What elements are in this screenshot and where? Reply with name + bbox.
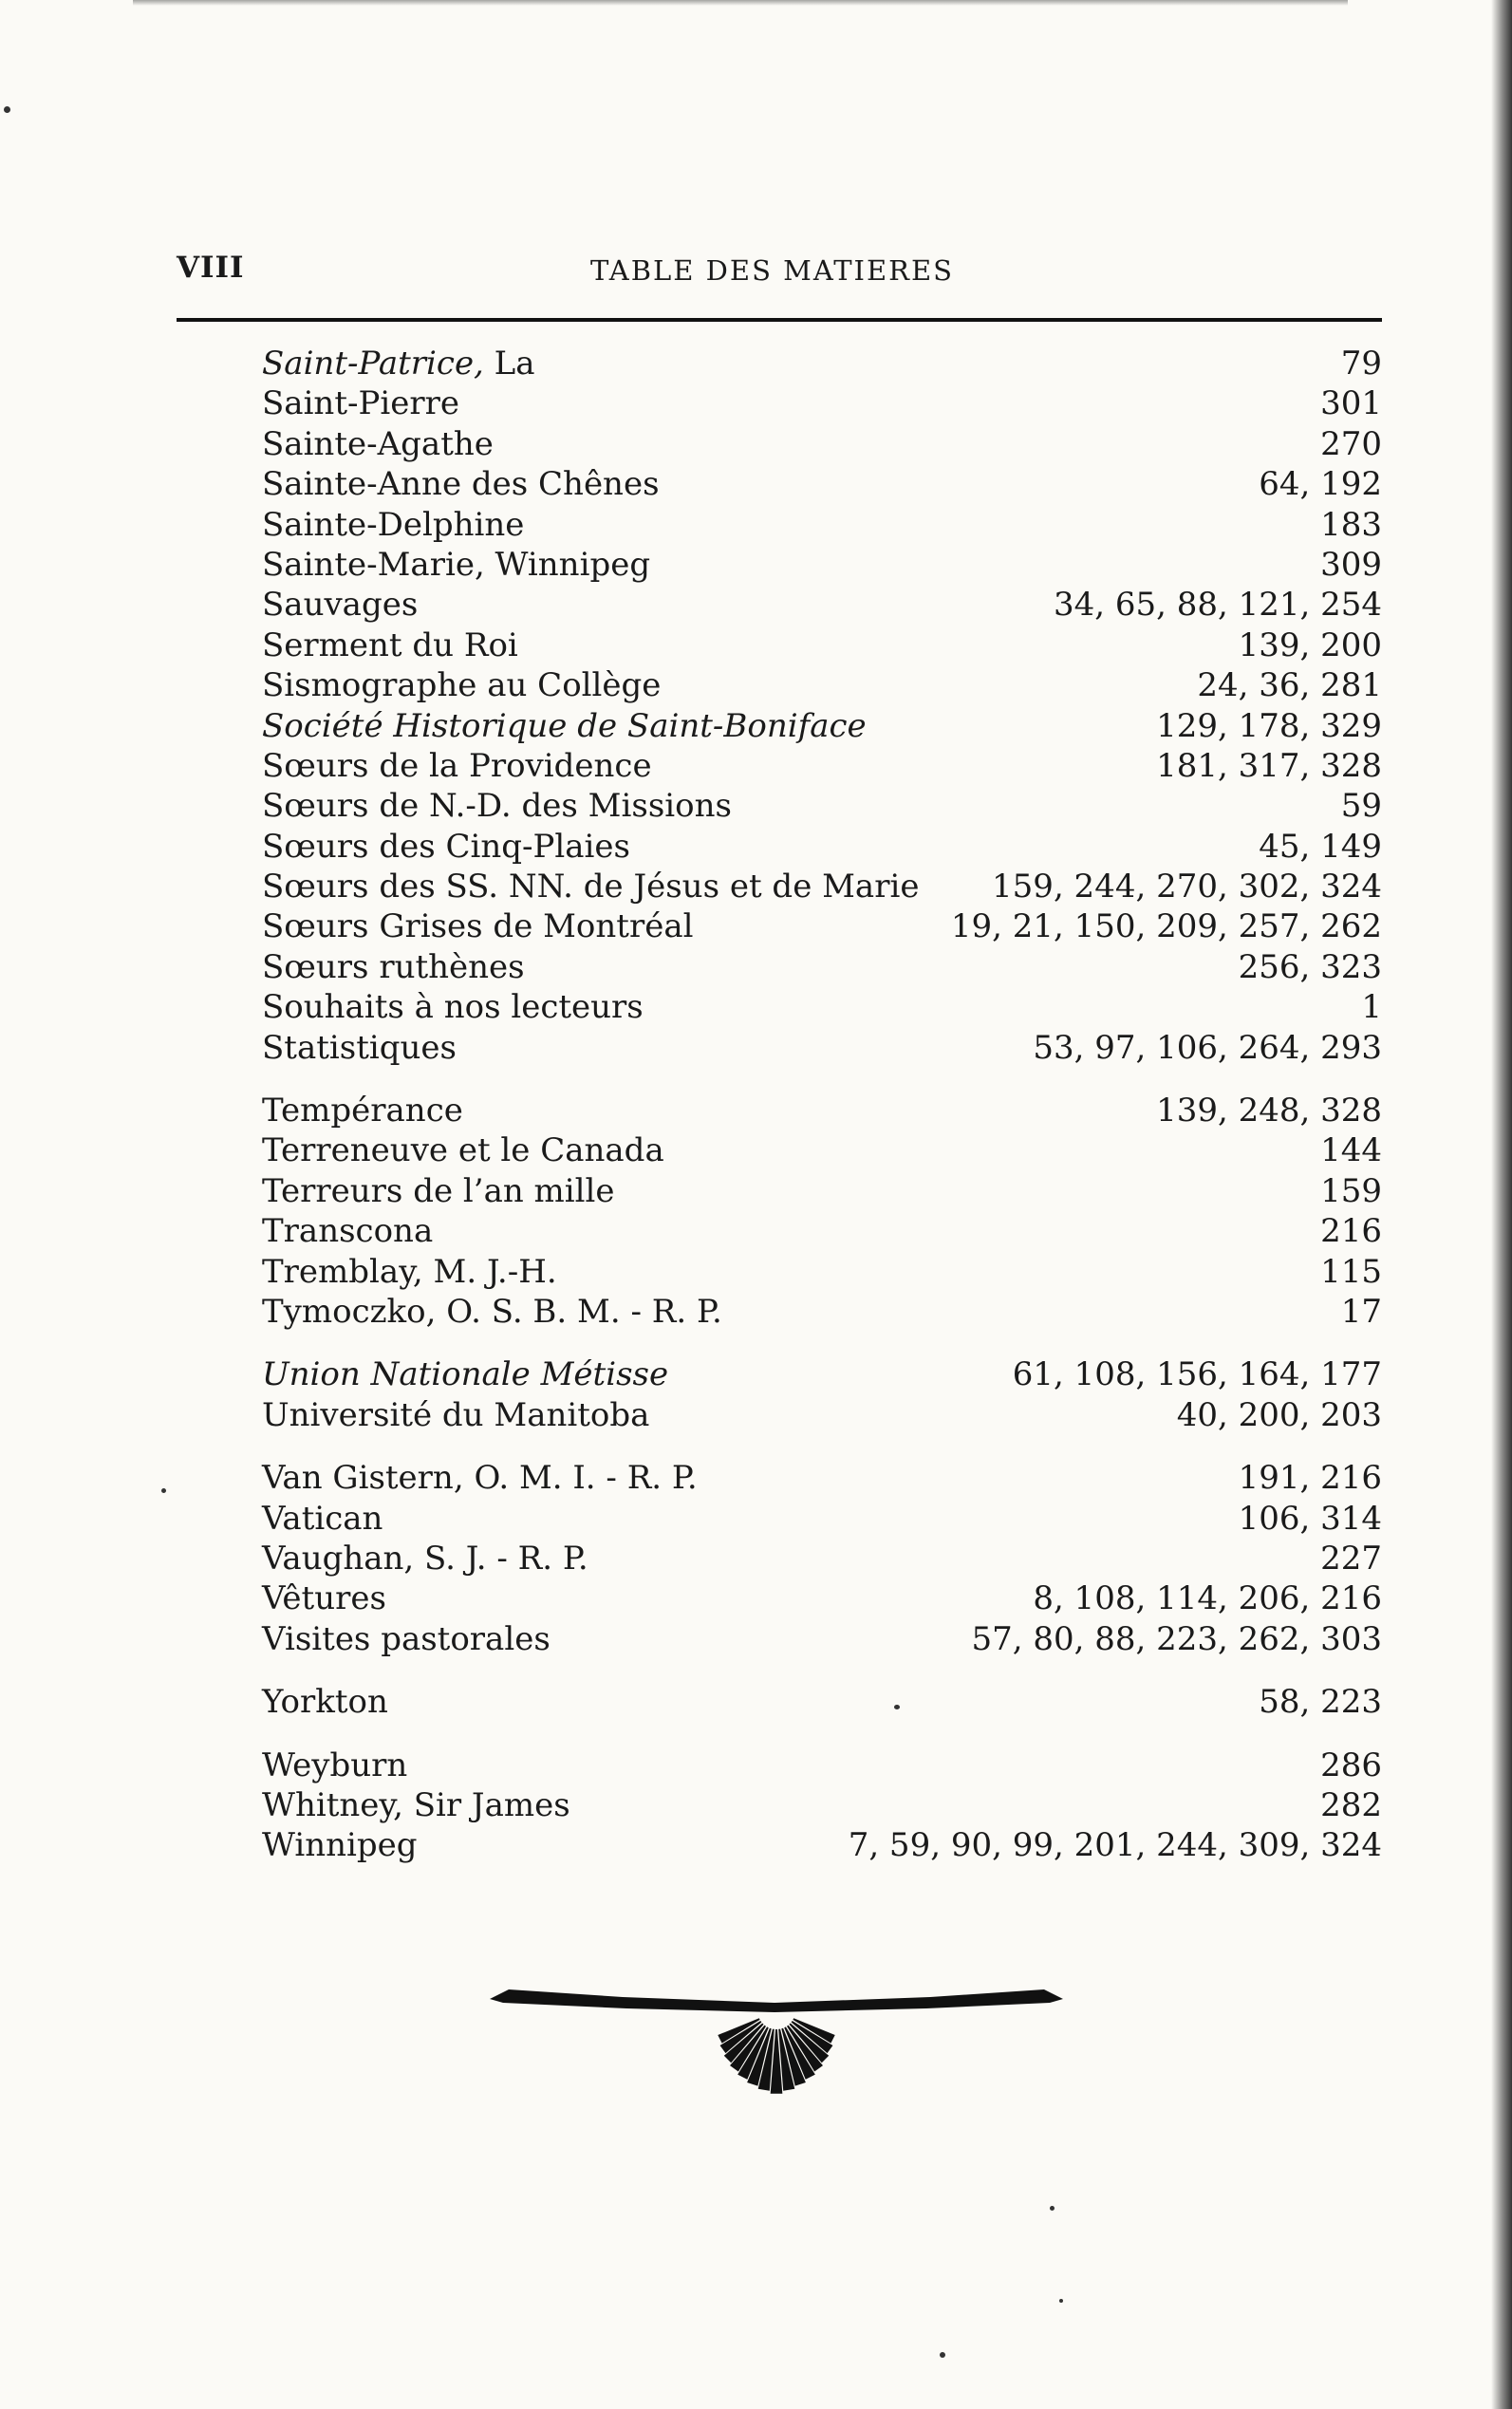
- index-entry: [262, 1539, 1382, 1578]
- index-page-refs: 40, 200, 203: [1176, 1395, 1382, 1434]
- index-term-text: Terreneuve et le Canada: [262, 1131, 664, 1170]
- index-entry: [262, 1211, 1382, 1251]
- index-page-refs: 270: [1320, 424, 1382, 463]
- tailpiece-ornament: [490, 1980, 1063, 2094]
- index-page-refs: 64, 192: [1259, 465, 1382, 504]
- index-term: [262, 1458, 698, 1498]
- index-term-suffix: La: [483, 345, 535, 383]
- index-entry: [262, 1292, 1382, 1332]
- index-term: [262, 1539, 588, 1578]
- index-page-refs: 58, 223: [1259, 1683, 1382, 1722]
- index-term-text: Serment du Roi: [262, 626, 518, 664]
- index-term-text: Sismographe au Collège: [262, 666, 662, 705]
- index-term: [262, 1785, 570, 1825]
- page-number: VIII: [177, 251, 245, 285]
- index-term-text: Sœurs Grises de Montréal: [262, 907, 694, 946]
- index-entry: [262, 1171, 1382, 1211]
- index-page-refs: 17: [1340, 1292, 1382, 1331]
- index-entry: [262, 1499, 1382, 1539]
- index-term-text: Weyburn: [262, 1746, 408, 1784]
- index-page-refs: 115: [1320, 1252, 1382, 1291]
- index-term-text: Sœurs de N.-D. des Missions: [262, 787, 732, 826]
- index-term: [262, 585, 418, 625]
- index-term: [262, 786, 732, 826]
- index-page-refs: 183: [1320, 505, 1382, 544]
- index-entry: [262, 1354, 1382, 1394]
- index-term-text: Yorkton: [262, 1683, 388, 1722]
- index-entry: [262, 867, 1382, 906]
- paper-speck: [161, 1488, 166, 1493]
- index-term: [262, 1171, 615, 1211]
- index-page-refs: 309: [1320, 545, 1382, 584]
- index-page-refs: 61, 108, 156, 164, 177: [1012, 1355, 1382, 1394]
- index-entry: [262, 1091, 1382, 1130]
- index-page-refs: 79: [1340, 345, 1382, 383]
- index-page-refs: 139, 248, 328: [1156, 1092, 1382, 1130]
- index-term-text: Transcona: [262, 1212, 434, 1251]
- index-group: [262, 1091, 1382, 1332]
- index-group: [262, 1682, 1382, 1722]
- index-page-refs: 159: [1320, 1171, 1382, 1210]
- index-term-text: Vaughan, S. J. - R. P.: [262, 1539, 588, 1578]
- index-page-refs: 1: [1361, 988, 1382, 1027]
- index-entry: [262, 1578, 1382, 1618]
- index-term: [262, 505, 524, 545]
- index-term-text: Université du Manitoba: [262, 1395, 650, 1434]
- index-page-refs: 24, 36, 281: [1197, 666, 1382, 705]
- index-entry: [262, 746, 1382, 786]
- index-term-text: Saint-Patrice,: [262, 345, 484, 383]
- index-term-text: Sœurs des SS. NN. de Jésus et de Marie: [262, 868, 920, 906]
- index-term-text: Sainte-Delphine: [262, 505, 525, 544]
- index-page-refs: 106, 314: [1238, 1499, 1382, 1538]
- index-term-text: Sœurs des Cinq-Plaies: [262, 827, 630, 866]
- paper-speck: [894, 1705, 900, 1709]
- index-term-text: Tremblay, M. J.-H.: [262, 1252, 557, 1291]
- index-entry: [262, 1028, 1382, 1068]
- index-entry: [262, 505, 1382, 545]
- index-term-text: Sœurs de la Providence: [262, 746, 652, 785]
- index-entry: [262, 464, 1382, 504]
- index-term: [262, 344, 535, 383]
- index-page-refs: 57, 80, 88, 223, 262, 303: [971, 1619, 1382, 1658]
- index-term-text: Sainte-Anne des Chênes: [262, 465, 660, 504]
- index-group: [262, 344, 1382, 1068]
- index-term: [262, 1292, 722, 1332]
- index-term: [262, 1354, 668, 1394]
- index-page-refs: 7, 59, 90, 99, 201, 244, 309, 324: [848, 1826, 1382, 1865]
- index-term: [262, 706, 867, 746]
- index-entry: [262, 1785, 1382, 1825]
- index-entry: [262, 344, 1382, 383]
- index-entry: [262, 1619, 1382, 1659]
- index-term: [262, 1028, 457, 1068]
- index-page-refs: 159, 244, 270, 302, 324: [992, 868, 1382, 906]
- index-term-text: Visites pastorales: [262, 1619, 551, 1658]
- index-page-refs: 53, 97, 106, 264, 293: [1033, 1028, 1382, 1067]
- paper-speck: [1059, 2299, 1063, 2303]
- index-term: [262, 545, 650, 585]
- ornament-rays: [718, 2018, 834, 2094]
- page-header: [177, 251, 1382, 298]
- index-group: [262, 1354, 1382, 1435]
- index-page-refs: 191, 216: [1238, 1459, 1382, 1498]
- paper-speck: [4, 106, 10, 113]
- index-page-refs: 181, 317, 328: [1156, 746, 1382, 785]
- index-term-text: Terreurs de l’an mille: [262, 1171, 615, 1210]
- index-entry: [262, 585, 1382, 625]
- index-page-refs: 19, 21, 150, 209, 257, 262: [950, 907, 1382, 946]
- index-term-text: Whitney, Sir James: [262, 1785, 570, 1824]
- index-entry: [262, 827, 1382, 867]
- index-term: [262, 906, 693, 946]
- index-term-text: Sauvages: [262, 586, 419, 625]
- index-entry: [262, 1682, 1382, 1722]
- index-entry: [262, 665, 1382, 705]
- index-term: [262, 464, 660, 504]
- index-term-text: Tymoczko, O. S. B. M. - R. P.: [262, 1292, 722, 1331]
- index-entry: [262, 545, 1382, 585]
- ornament-bar: [490, 1989, 1063, 2012]
- index-group: [262, 1746, 1382, 1866]
- index-group: [262, 1458, 1382, 1659]
- index-page-refs: 216: [1320, 1212, 1382, 1251]
- index-term-text: Tempérance: [262, 1092, 463, 1130]
- index-term: [262, 827, 630, 867]
- index-entry: [262, 424, 1382, 464]
- paper-speck: [1050, 2206, 1055, 2211]
- index-term-text: Société Historique de Saint-Boniface: [262, 706, 867, 745]
- index-page-refs: 129, 178, 329: [1156, 706, 1382, 745]
- index-term: [262, 424, 494, 464]
- index-term-text: Vatican: [262, 1499, 383, 1538]
- index-term: [262, 626, 518, 665]
- index-page-refs: 45, 149: [1259, 827, 1382, 866]
- index-term-text: Sainte-Marie, Winnipeg: [262, 545, 651, 584]
- index-entry: [262, 383, 1382, 423]
- index-term: [262, 1130, 664, 1170]
- index-entry: [262, 1746, 1382, 1785]
- index-page-refs: 256, 323: [1238, 947, 1382, 986]
- index-term: [262, 1619, 551, 1659]
- index-entry: [262, 1825, 1382, 1865]
- page-top-edge: [133, 0, 1348, 6]
- index-term: [262, 1252, 557, 1292]
- index-page-refs: 227: [1320, 1539, 1382, 1578]
- index-page-refs: 286: [1320, 1746, 1382, 1784]
- index-term: [262, 1499, 383, 1539]
- index-term: [262, 987, 644, 1027]
- index-term: [262, 1211, 433, 1251]
- paper-speck: [940, 2352, 945, 2358]
- index-term-text: Union Nationale Métisse: [262, 1355, 669, 1394]
- index-term: [262, 1682, 388, 1722]
- header-rule: [177, 318, 1382, 322]
- index-term: [262, 867, 919, 906]
- index-page-refs: 59: [1340, 787, 1382, 826]
- index-page-refs: 144: [1320, 1131, 1382, 1170]
- index-entry: [262, 1130, 1382, 1170]
- index-page-refs: 8, 108, 114, 206, 216: [1033, 1579, 1382, 1618]
- index-page-refs: 301: [1320, 384, 1382, 423]
- index-term-text: Winnipeg: [262, 1826, 418, 1865]
- index-term-text: Sainte-Agathe: [262, 424, 494, 463]
- index-term-text: Vêtures: [262, 1579, 386, 1618]
- index-term: [262, 665, 661, 705]
- index-page-refs: 34, 65, 88, 121, 254: [1053, 586, 1382, 625]
- page-binding-edge: [1491, 0, 1512, 2409]
- index-term-text: Souhaits à nos lecteurs: [262, 988, 644, 1027]
- index-entry: [262, 947, 1382, 987]
- index-entry: [262, 987, 1382, 1027]
- index-term: [262, 383, 459, 423]
- running-title: TABLE DES MATIERES: [590, 254, 955, 287]
- index-term-text: Sœurs ruthènes: [262, 947, 525, 986]
- index-term-text: Van Gistern, O. M. I. - R. P.: [262, 1459, 698, 1498]
- index-term-text: Saint-Pierre: [262, 384, 459, 423]
- index-term: [262, 1091, 463, 1130]
- index-term: [262, 1746, 407, 1785]
- index-entry: [262, 1395, 1382, 1435]
- index-term: [262, 1395, 649, 1435]
- index-term-text: Statistiques: [262, 1028, 457, 1067]
- index-entry: [262, 786, 1382, 826]
- index-entry: [262, 1252, 1382, 1292]
- index-term: [262, 746, 652, 786]
- index-term: [262, 947, 525, 987]
- index-term: [262, 1578, 386, 1618]
- index-entry: [262, 906, 1382, 946]
- index-entry: [262, 626, 1382, 665]
- index-entry: [262, 1458, 1382, 1498]
- index-page-refs: 139, 200: [1238, 626, 1382, 664]
- index-page-refs: 282: [1320, 1785, 1382, 1824]
- index-entry: [262, 706, 1382, 746]
- index-list: [262, 344, 1382, 1889]
- index-term: [262, 1825, 418, 1865]
